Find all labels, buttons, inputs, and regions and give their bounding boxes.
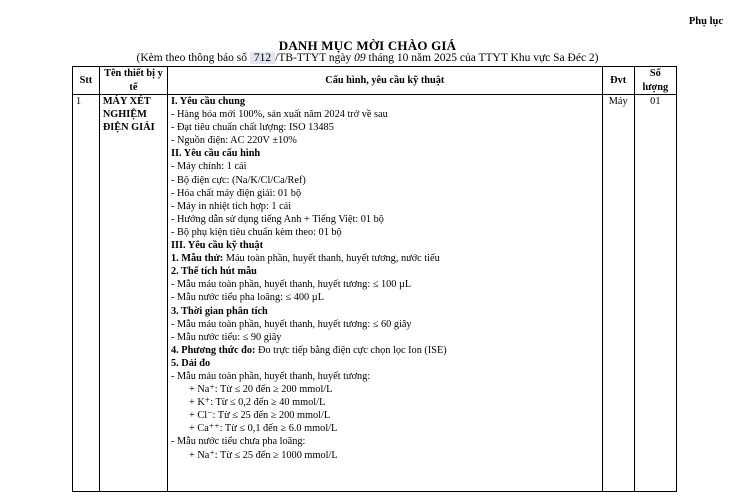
spec-line-text: + Cl⁻: Từ ≤ 25 đến ≥ 200 mmol/L bbox=[188, 410, 331, 422]
header-stt: Stt bbox=[73, 67, 100, 95]
spec-line bbox=[171, 344, 599, 357]
header-quantity: Số lượng bbox=[634, 67, 676, 95]
spec-line bbox=[171, 95, 599, 108]
spec-line bbox=[171, 174, 599, 187]
spec-line-text: + Na⁺: Từ ≤ 25 đến ≥ 1000 mmol/L bbox=[188, 449, 338, 461]
row-quantity: 01 bbox=[634, 95, 676, 492]
spec-line-label: 1. Mẫu thử: bbox=[170, 253, 224, 265]
spec-line bbox=[171, 449, 599, 462]
subtitle-suffix: tháng 10 năm 2025 của TTYT Khu vực Sa Đéc 2) bbox=[368, 52, 599, 64]
spec-line bbox=[171, 226, 599, 239]
header-device-name: Tên thiết bị y tế bbox=[99, 67, 167, 95]
spec-line-text: - Bộ phụ kiện tiêu chuẩn kèm theo: 01 bộ bbox=[170, 226, 342, 238]
row-device-name: MÁY XÉT NGHIỆM ĐIỆN GIẢI bbox=[99, 95, 167, 492]
spec-line-text: + Ca⁺⁺: Từ ≤ 0,1 đến ≥ 6.0 mmol/L bbox=[188, 423, 338, 435]
spec-line-text: Đo trực tiếp bằng điện cực chọn lọc Ion (ISE) bbox=[255, 344, 447, 356]
spec-line-text: Máu toàn phần, huyết thanh, huyết tương, nước tiểu bbox=[223, 253, 440, 265]
spec-line-text: - Hóa chất máy điện giải: 01 bộ bbox=[170, 187, 302, 199]
spec-line bbox=[171, 331, 599, 344]
document-subtitle bbox=[0, 52, 735, 64]
notice-number: 712 bbox=[250, 52, 275, 64]
row-stt: 1 bbox=[73, 95, 100, 492]
spec-line-text: 5. Dải đo bbox=[170, 357, 211, 369]
spec-line-text: - Mẫu nước tiểu chưa pha loãng: bbox=[170, 436, 306, 448]
spec-line bbox=[171, 187, 599, 200]
spec-line-text: - Mẫu máu toàn phần, huyết thanh, huyết tương: ≤ 100 µL bbox=[170, 279, 412, 291]
notice-day: 09 bbox=[354, 52, 366, 64]
spec-line bbox=[171, 121, 599, 134]
spec-line bbox=[171, 435, 599, 448]
spec-line-text: - Mẫu máu toàn phần, huyết thanh, huyết tương: bbox=[170, 370, 371, 382]
spec-line bbox=[171, 291, 599, 304]
header-unit: Đvt bbox=[602, 67, 634, 95]
appendix-label: Phụ lục bbox=[688, 16, 723, 27]
spec-line bbox=[171, 357, 599, 370]
spec-line bbox=[171, 370, 599, 383]
spec-line-text: 3. Thời gian phân tích bbox=[170, 305, 268, 317]
spec-line bbox=[171, 396, 599, 409]
row-config bbox=[167, 95, 602, 492]
row-unit: Máy bbox=[602, 95, 634, 492]
spec-line bbox=[171, 383, 599, 396]
spec-line-text: + K⁺: Từ ≤ 0,2 đến ≥ 40 mmol/L bbox=[188, 397, 326, 409]
spec-line-text: + Na⁺: Từ ≤ 20 đến ≥ 200 mmol/L bbox=[188, 384, 333, 396]
document-title: DANH MỤC MỜI CHÀO GIÁ bbox=[278, 38, 457, 53]
spec-line-text: - Hướng dẫn sử dụng tiếng Anh + Tiếng Việt: 01 bộ bbox=[170, 213, 384, 225]
spec-line bbox=[171, 409, 599, 422]
spec-line bbox=[171, 265, 599, 278]
spec-line-text: 2. Thể tích hút mẫu bbox=[170, 266, 257, 278]
quotation-table bbox=[72, 66, 677, 492]
spec-line-text: - Hàng hóa mới 100%, sản xuất năm 2024 trở về sau bbox=[170, 109, 388, 121]
table-header-row bbox=[73, 67, 677, 95]
spec-line bbox=[171, 318, 599, 331]
table-row bbox=[73, 95, 677, 492]
spec-line bbox=[171, 147, 599, 160]
subtitle-mid: /TB-TTYT ngày bbox=[275, 52, 352, 64]
spec-line bbox=[171, 200, 599, 213]
subtitle-prefix: (Kèm theo thông báo số bbox=[136, 52, 247, 64]
spec-line bbox=[171, 160, 599, 173]
spec-line bbox=[171, 239, 599, 252]
spec-line-text: - Bộ điện cực: (Na/K/Cl/Ca/Ref) bbox=[170, 174, 306, 186]
spec-line-text: - Nguồn điện: AC 220V ±10% bbox=[170, 135, 297, 147]
spec-line-text: - Mẫu nước tiểu pha loãng: ≤ 400 µL bbox=[170, 292, 324, 304]
spec-line bbox=[171, 305, 599, 318]
spec-line bbox=[171, 422, 599, 435]
spec-line-text: I. Yêu cầu chung bbox=[170, 96, 245, 107]
spec-line bbox=[171, 213, 599, 226]
spec-line bbox=[171, 134, 599, 147]
spec-line bbox=[171, 108, 599, 121]
spec-line-label: 4. Phương thức đo: bbox=[170, 344, 256, 356]
spec-line bbox=[171, 278, 599, 291]
spec-line-text: - Máy chính: 1 cái bbox=[170, 161, 247, 173]
spec-line-text: III. Yêu cầu kỹ thuật bbox=[170, 240, 264, 252]
spec-line-text: - Máy in nhiệt tích hợp: 1 cái bbox=[170, 200, 292, 212]
spec-line bbox=[171, 252, 599, 265]
header-config: Cấu hình, yêu cầu kỹ thuật bbox=[167, 67, 602, 95]
spec-line-text: - Mẫu nước tiểu: ≤ 90 giây bbox=[170, 331, 282, 343]
spec-line-text: II. Yêu cầu cấu hình bbox=[170, 148, 261, 160]
spec-line-text: - Đạt tiêu chuẩn chất lượng: ISO 13485 bbox=[170, 122, 334, 134]
spec-line-text: - Mẫu máu toàn phần, huyết thanh, huyết tương: ≤ 60 giây bbox=[170, 318, 412, 330]
